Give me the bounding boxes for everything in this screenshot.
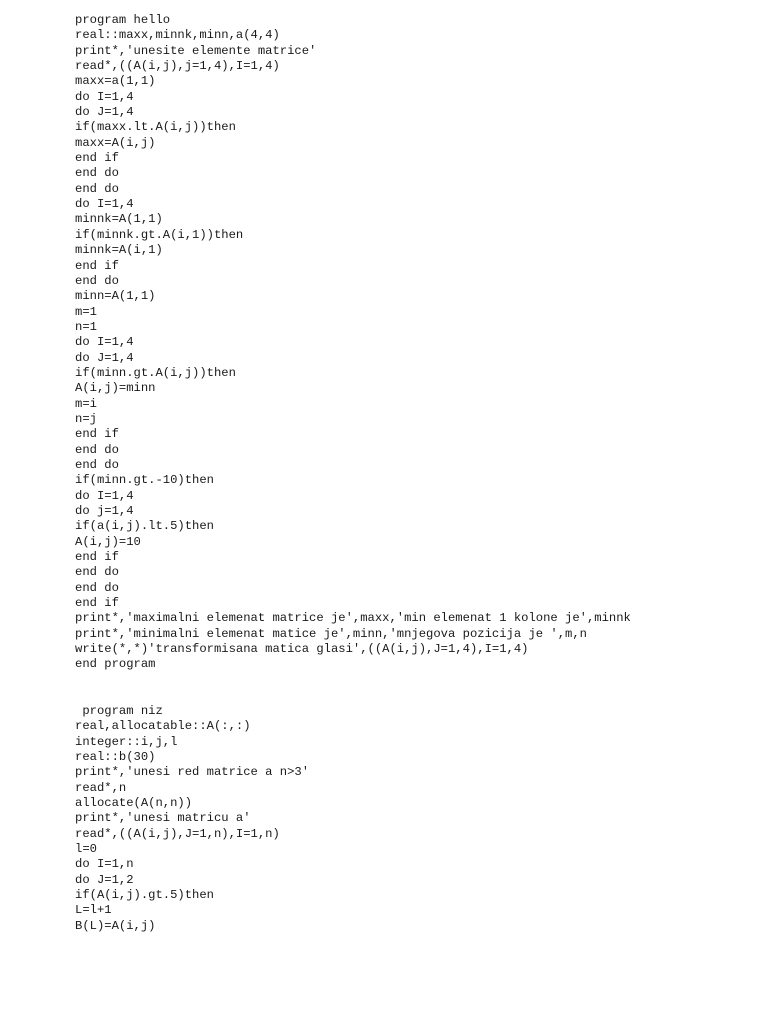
- code-line: end if: [75, 258, 119, 273]
- code-block-program-hello: [75, 13, 631, 673]
- code-line: write(*,*)'transformisana matica glasi',((A(i,j),J=1,4),I=1,4): [75, 642, 529, 657]
- code-line: integer::i,j,l: [75, 734, 178, 749]
- code-line: do I=1,4: [75, 89, 134, 104]
- code-line: print*,'unesi matricu a': [75, 811, 251, 826]
- code-line: if(minn.gt.-10)then: [75, 473, 214, 488]
- code-line: print*,'minimalni elemenat matice je',minn,'mnjegova pozicija je ',m,n: [75, 626, 587, 641]
- code-line: B(L)=A(i,j): [75, 918, 156, 933]
- code-line: end if: [75, 550, 119, 565]
- code-line: end do: [75, 273, 119, 288]
- code-line: real::maxx,minnk,minn,a(4,4): [75, 28, 280, 43]
- code-line: if(A(i,j).gt.5)then: [75, 888, 214, 903]
- code-line: n=1: [75, 319, 97, 334]
- code-line: maxx=a(1,1): [75, 74, 156, 89]
- code-line: minnk=A(1,1): [75, 212, 163, 227]
- code-line: real::b(30): [75, 750, 156, 765]
- code-line: end do: [75, 442, 119, 457]
- code-block-program-niz: [75, 704, 309, 934]
- code-line: maxx=A(i,j): [75, 135, 156, 150]
- code-line: program hello: [75, 13, 171, 27]
- code-line: do I=1,4: [75, 488, 134, 503]
- code-line: end do: [75, 166, 119, 181]
- code-line: print*,'unesi red matrice a n>3': [75, 765, 310, 780]
- code-line: print*,'unesite elemente matrice': [75, 43, 317, 58]
- code-line: A(i,j)=10: [75, 534, 141, 549]
- code-line: if(minn.gt.A(i,j))then: [75, 365, 236, 380]
- code-line: do J=1,4: [75, 105, 134, 120]
- code-line: n=j: [75, 411, 97, 426]
- code-line: do J=1,4: [75, 350, 134, 365]
- code-line: real,allocatable::A(:,:): [75, 719, 251, 734]
- code-line: end do: [75, 181, 119, 196]
- code-line: minnk=A(i,1): [75, 243, 163, 258]
- code-line: m=1: [75, 304, 97, 319]
- code-line: end do: [75, 565, 119, 580]
- code-line: do j=1,4: [75, 504, 134, 518]
- code-line: end if: [75, 151, 119, 166]
- code-line: allocate(A(n,n)): [75, 796, 193, 811]
- code-line: end do: [75, 580, 119, 595]
- code-line: if(a(i,j).lt.5)then: [75, 519, 214, 534]
- code-line: l=0: [75, 842, 97, 857]
- code-line: read*,n: [75, 780, 127, 795]
- code-line: do J=1,2: [75, 872, 134, 887]
- code-line: do I=1,4: [75, 335, 134, 350]
- code-line: read*,((A(i,j),j=1,4),I=1,4): [75, 59, 280, 74]
- code-line: program niz: [75, 704, 163, 718]
- code-line: end program: [75, 657, 156, 672]
- code-line: read*,((A(i,j),J=1,n),I=1,n): [75, 826, 280, 841]
- code-line: end if: [75, 427, 119, 442]
- code-line: do I=1,4: [75, 197, 134, 212]
- code-line: end do: [75, 457, 119, 472]
- code-line: m=i: [75, 396, 97, 411]
- code-line: minn=A(1,1): [75, 289, 156, 304]
- code-line: if(minnk.gt.A(i,1))then: [75, 227, 244, 242]
- code-line: do I=1,n: [75, 857, 134, 872]
- code-line: L=l+1: [75, 903, 112, 918]
- code-line: end if: [75, 596, 119, 611]
- code-line: print*,'maximalni elemenat matrice je',maxx,'min elemenat 1 kolone je',minnk: [75, 611, 631, 626]
- code-line: A(i,j)=minn: [75, 381, 156, 396]
- code-line: if(maxx.lt.A(i,j))then: [75, 120, 236, 135]
